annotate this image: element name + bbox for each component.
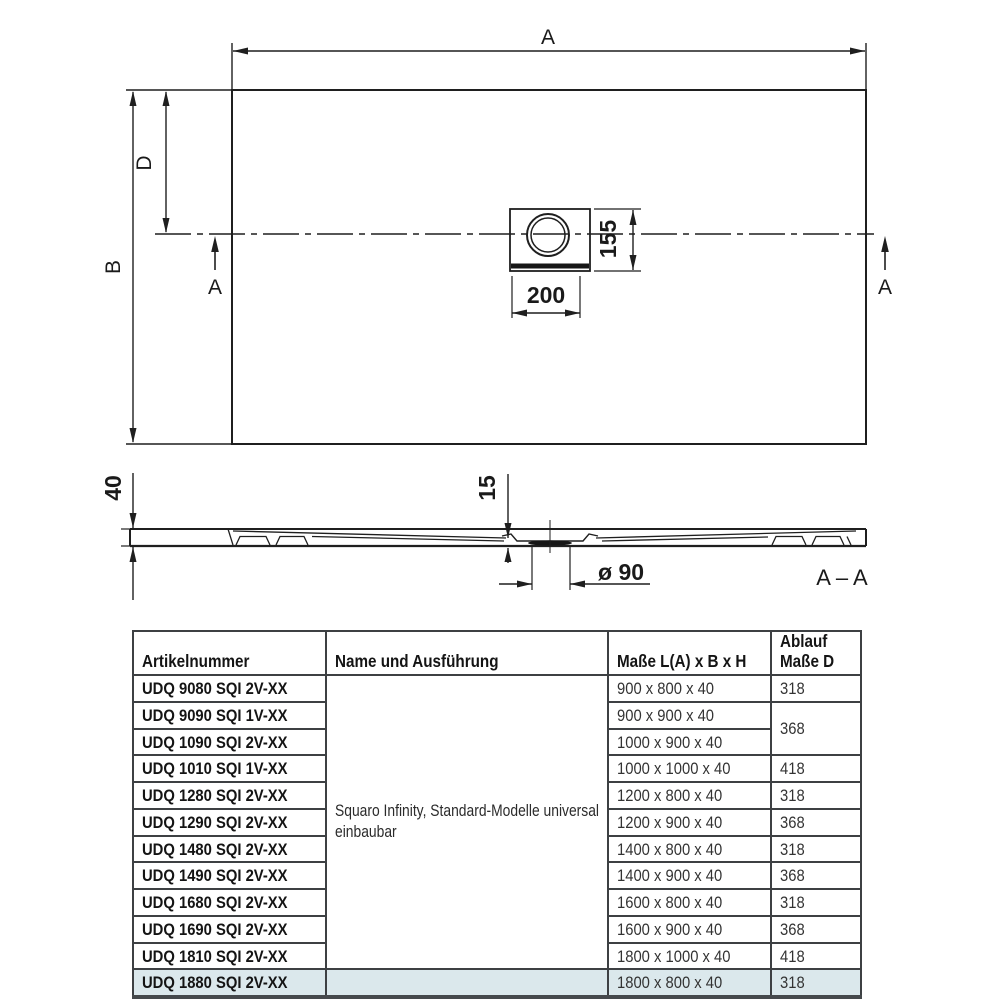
header-row <box>133 631 861 675</box>
dimension-200 <box>512 276 580 318</box>
artikelnummer-cell: UDQ 1290 SQI 2V-XX <box>133 809 326 836</box>
col-header-ablauf: Ablauf Maße D <box>771 631 861 675</box>
section-view <box>100 473 868 600</box>
ablauf-cell: 318 <box>771 782 861 809</box>
masse-cell: 1200 x 800 x 40 <box>608 782 771 809</box>
masse-cell: 1800 x 1000 x 40 <box>608 943 771 970</box>
table-row-highlighted <box>133 969 861 997</box>
artikelnummer-cell: UDQ 1010 SQI 1V-XX <box>133 755 326 782</box>
dim-label-15: 15 <box>474 475 500 501</box>
ablauf-cell: 318 <box>771 969 861 997</box>
dimension-b-width <box>102 90 233 444</box>
ablauf-cell: 418 <box>771 755 861 782</box>
ablauf-cell: 368 <box>771 916 861 943</box>
drain-cover <box>510 209 590 271</box>
artikelnummer-cell: UDQ 1680 SQI 2V-XX <box>133 889 326 916</box>
masse-cell: 1600 x 800 x 40 <box>608 889 771 916</box>
col-header-artikelnummer: Artikelnummer <box>133 631 326 675</box>
dimension-155 <box>594 209 641 271</box>
masse-cell: 900 x 800 x 40 <box>608 675 771 702</box>
dim-label-d: D <box>133 155 156 171</box>
dimension-15 <box>474 474 512 563</box>
artikelnummer-cell: UDQ 1480 SQI 2V-XX <box>133 836 326 863</box>
ablauf-cell: 418 <box>771 943 861 970</box>
masse-cell: 1000 x 900 x 40 <box>608 729 771 756</box>
dimension-a-length <box>232 26 866 90</box>
artikelnummer-cell: UDQ 1090 SQI 2V-XX <box>133 729 326 756</box>
drain-slot <box>511 264 589 269</box>
artikelnummer-cell: UDQ 1280 SQI 2V-XX <box>133 782 326 809</box>
name-cell: Squaro Infinity, Standard-Modelle universal einbaubar <box>326 675 608 969</box>
section-arrow-right <box>878 236 892 299</box>
section-arrow-left <box>208 236 222 299</box>
drain-ring-outer <box>527 214 569 256</box>
dim-label-a: A <box>540 26 556 49</box>
drain-ring-inner <box>531 218 565 252</box>
section-name-label: A – A <box>816 565 868 590</box>
masse-cell: 1600 x 900 x 40 <box>608 916 771 943</box>
section-label-right: A <box>877 276 893 299</box>
masse-cell: 1400 x 900 x 40 <box>608 862 771 889</box>
dim-label-40: 40 <box>100 475 126 501</box>
section-label-left: A <box>207 276 223 299</box>
ablauf-cell: 368 <box>771 862 861 889</box>
masse-cell: 1000 x 1000 x 40 <box>608 755 771 782</box>
tray-profile <box>130 520 866 553</box>
masse-cell: 1200 x 900 x 40 <box>608 809 771 836</box>
artikelnummer-cell: UDQ 1690 SQI 2V-XX <box>133 916 326 943</box>
artikelnummer-cell: UDQ 9080 SQI 2V-XX <box>133 675 326 702</box>
col-header-masse: Maße L(A) x B x H <box>608 631 771 675</box>
ablauf-cell: 318 <box>771 889 861 916</box>
artikelnummer-cell: UDQ 1490 SQI 2V-XX <box>133 862 326 889</box>
dim-label-200: 200 <box>526 282 566 308</box>
ablauf-cell: 318 <box>771 675 861 702</box>
col-header-name: Name und Ausführung <box>326 631 608 675</box>
table-row <box>133 675 861 702</box>
dimension-40 <box>100 473 137 600</box>
artikelnummer-cell: UDQ 1880 SQI 2V-XX <box>133 969 326 997</box>
masse-cell: 1800 x 800 x 40 <box>608 969 771 997</box>
artikelnummer-cell: UDQ 1810 SQI 2V-XX <box>133 943 326 970</box>
dimension-diameter-90 <box>499 547 650 590</box>
masse-cell: 900 x 900 x 40 <box>608 702 771 729</box>
feet-right <box>772 537 844 546</box>
masse-cell: 1400 x 800 x 40 <box>608 836 771 863</box>
feet-left <box>236 537 308 546</box>
dim-label-155: 155 <box>595 219 621 259</box>
spec-table <box>132 630 862 999</box>
dimension-d-offset <box>133 91 170 233</box>
dim-label-diameter-90: ø 90 <box>598 559 645 585</box>
dim-label-b: B <box>102 259 125 275</box>
artikelnummer-cell: UDQ 9090 SQI 1V-XX <box>133 702 326 729</box>
ablauf-cell: 318 <box>771 836 861 863</box>
top-view <box>102 26 892 444</box>
ablauf-cell-merged: 368 <box>771 702 861 756</box>
name-cell-empty <box>326 969 608 997</box>
ablauf-cell: 368 <box>771 809 861 836</box>
